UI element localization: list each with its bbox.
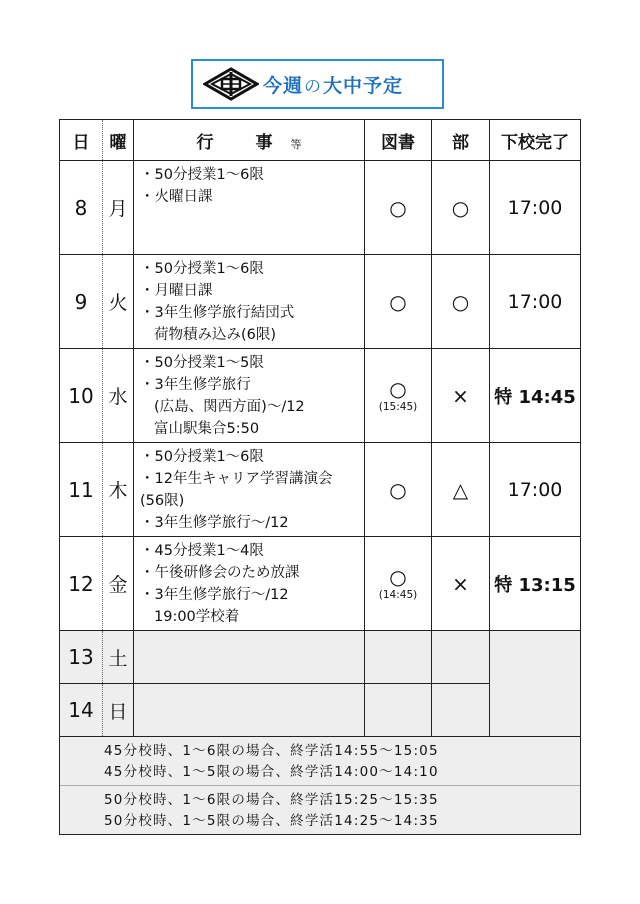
schedule-table [59,119,581,835]
header-club: 部 [432,120,490,161]
day-cell: 14 [60,684,103,737]
day-cell: 9 [60,255,103,349]
dow-cell: 土 [103,631,134,684]
dow-cell: 月 [103,161,134,255]
event-line: ・50分授業1～6限 [140,449,264,465]
notes-group-45min [60,737,580,785]
header-event-label: 行 事 [196,132,291,153]
header-row [60,120,581,161]
notes-group-50min [60,785,580,834]
library-mark: ○ [389,289,407,314]
dow-cell: 木 [103,443,134,537]
events-cell [134,255,365,349]
library-time-note: (14:45) [378,588,418,601]
day-cell: 13 [60,631,103,684]
club-cell: × [432,537,490,631]
dismissal-cell [490,631,581,737]
library-mark: ○ [389,564,407,589]
dow-cell: 日 [103,684,134,737]
table-row [60,349,581,443]
club-cell: △ [432,443,490,537]
day-cell: 10 [60,349,103,443]
table-row [60,161,581,255]
events-cell [134,349,365,443]
day-cell: 12 [60,537,103,631]
event-line: ・月曜日課 [140,283,213,299]
event-line: ・12年生キャリア学習講演会 [140,471,333,487]
library-mark: ○ [389,195,407,220]
title-prefix: 今週 [263,74,304,97]
event-line: ・3年生修学旅行～/12 [140,515,289,531]
dismissal-cell: 特 14:45 [490,349,581,443]
event-line: ・45分授業1～4限 [140,543,264,559]
table-row [60,537,581,631]
library-cell [365,349,432,443]
note-line: 45分校時、1～5限の場合、終学活14:00～14:10 [104,764,439,780]
club-cell [432,684,490,737]
header-dow: 曜 [103,120,134,161]
event-line: 富山駅集合5:50 [154,421,260,437]
notes-row [60,737,581,835]
dismissal-cell: 特 13:15 [490,537,581,631]
library-mark: ○ [389,376,407,401]
school-emblem-icon [203,67,259,101]
events-cell [134,443,365,537]
event-line: ・50分授業1～6限 [140,261,264,277]
club-cell: × [432,349,490,443]
events-cell [134,537,365,631]
page-title [263,71,403,98]
event-line: ・50分授業1～5限 [140,355,264,371]
event-line: ・3年生修学旅行 [140,377,251,393]
events-cell [134,631,365,684]
table-row [60,255,581,349]
notes-cell [60,737,581,835]
note-line: 45分校時、1～6限の場合、終学活14:55～15:05 [104,743,439,759]
library-mark: ○ [389,477,407,502]
table-row-weekend [60,631,581,684]
library-cell [365,684,432,737]
event-line: (56限) [140,493,185,509]
event-line: (広島、関西方面)～/12 [154,399,305,415]
library-cell [365,255,432,349]
events-cell [134,161,365,255]
events-cell [134,684,365,737]
header-event [134,120,365,161]
event-line: ・50分授業1～6限 [140,167,264,183]
dismissal-cell: 17:00 [490,161,581,255]
event-line: 19:00学校着 [154,609,240,625]
club-cell: ○ [432,161,490,255]
library-cell [365,443,432,537]
event-line: ・3年生修学旅行結団式 [140,305,295,321]
header-library: 図書 [365,120,432,161]
note-line: 50分校時、1～5限の場合、終学活14:25～14:35 [104,813,439,829]
header-day: 日 [60,120,103,161]
library-time-note: (15:45) [378,400,418,413]
dismissal-cell: 17:00 [490,443,581,537]
day-cell: 11 [60,443,103,537]
dow-cell: 金 [103,537,134,631]
day-cell: 8 [60,161,103,255]
header-dismissal: 下校完了 [490,120,581,161]
table-row [60,443,581,537]
title-main: 大中予定 [323,74,404,97]
note-line: 50分校時、1～6限の場合、終学活15:25～15:35 [104,792,439,808]
event-line: ・火曜日課 [140,189,213,205]
dow-cell: 火 [103,255,134,349]
dow-cell: 水 [103,349,134,443]
library-cell [365,161,432,255]
library-cell [365,537,432,631]
dismissal-cell: 17:00 [490,255,581,349]
header-event-suffix: 等 [290,137,302,151]
event-line: 荷物積み込み(6限) [154,327,277,343]
event-line: ・午後研修会のため放課 [140,565,300,581]
club-cell: ○ [432,255,490,349]
club-cell [432,631,490,684]
title-box [191,59,444,109]
title-particle: の [304,76,323,97]
library-cell [365,631,432,684]
event-line: ・3年生修学旅行～/12 [140,587,289,603]
